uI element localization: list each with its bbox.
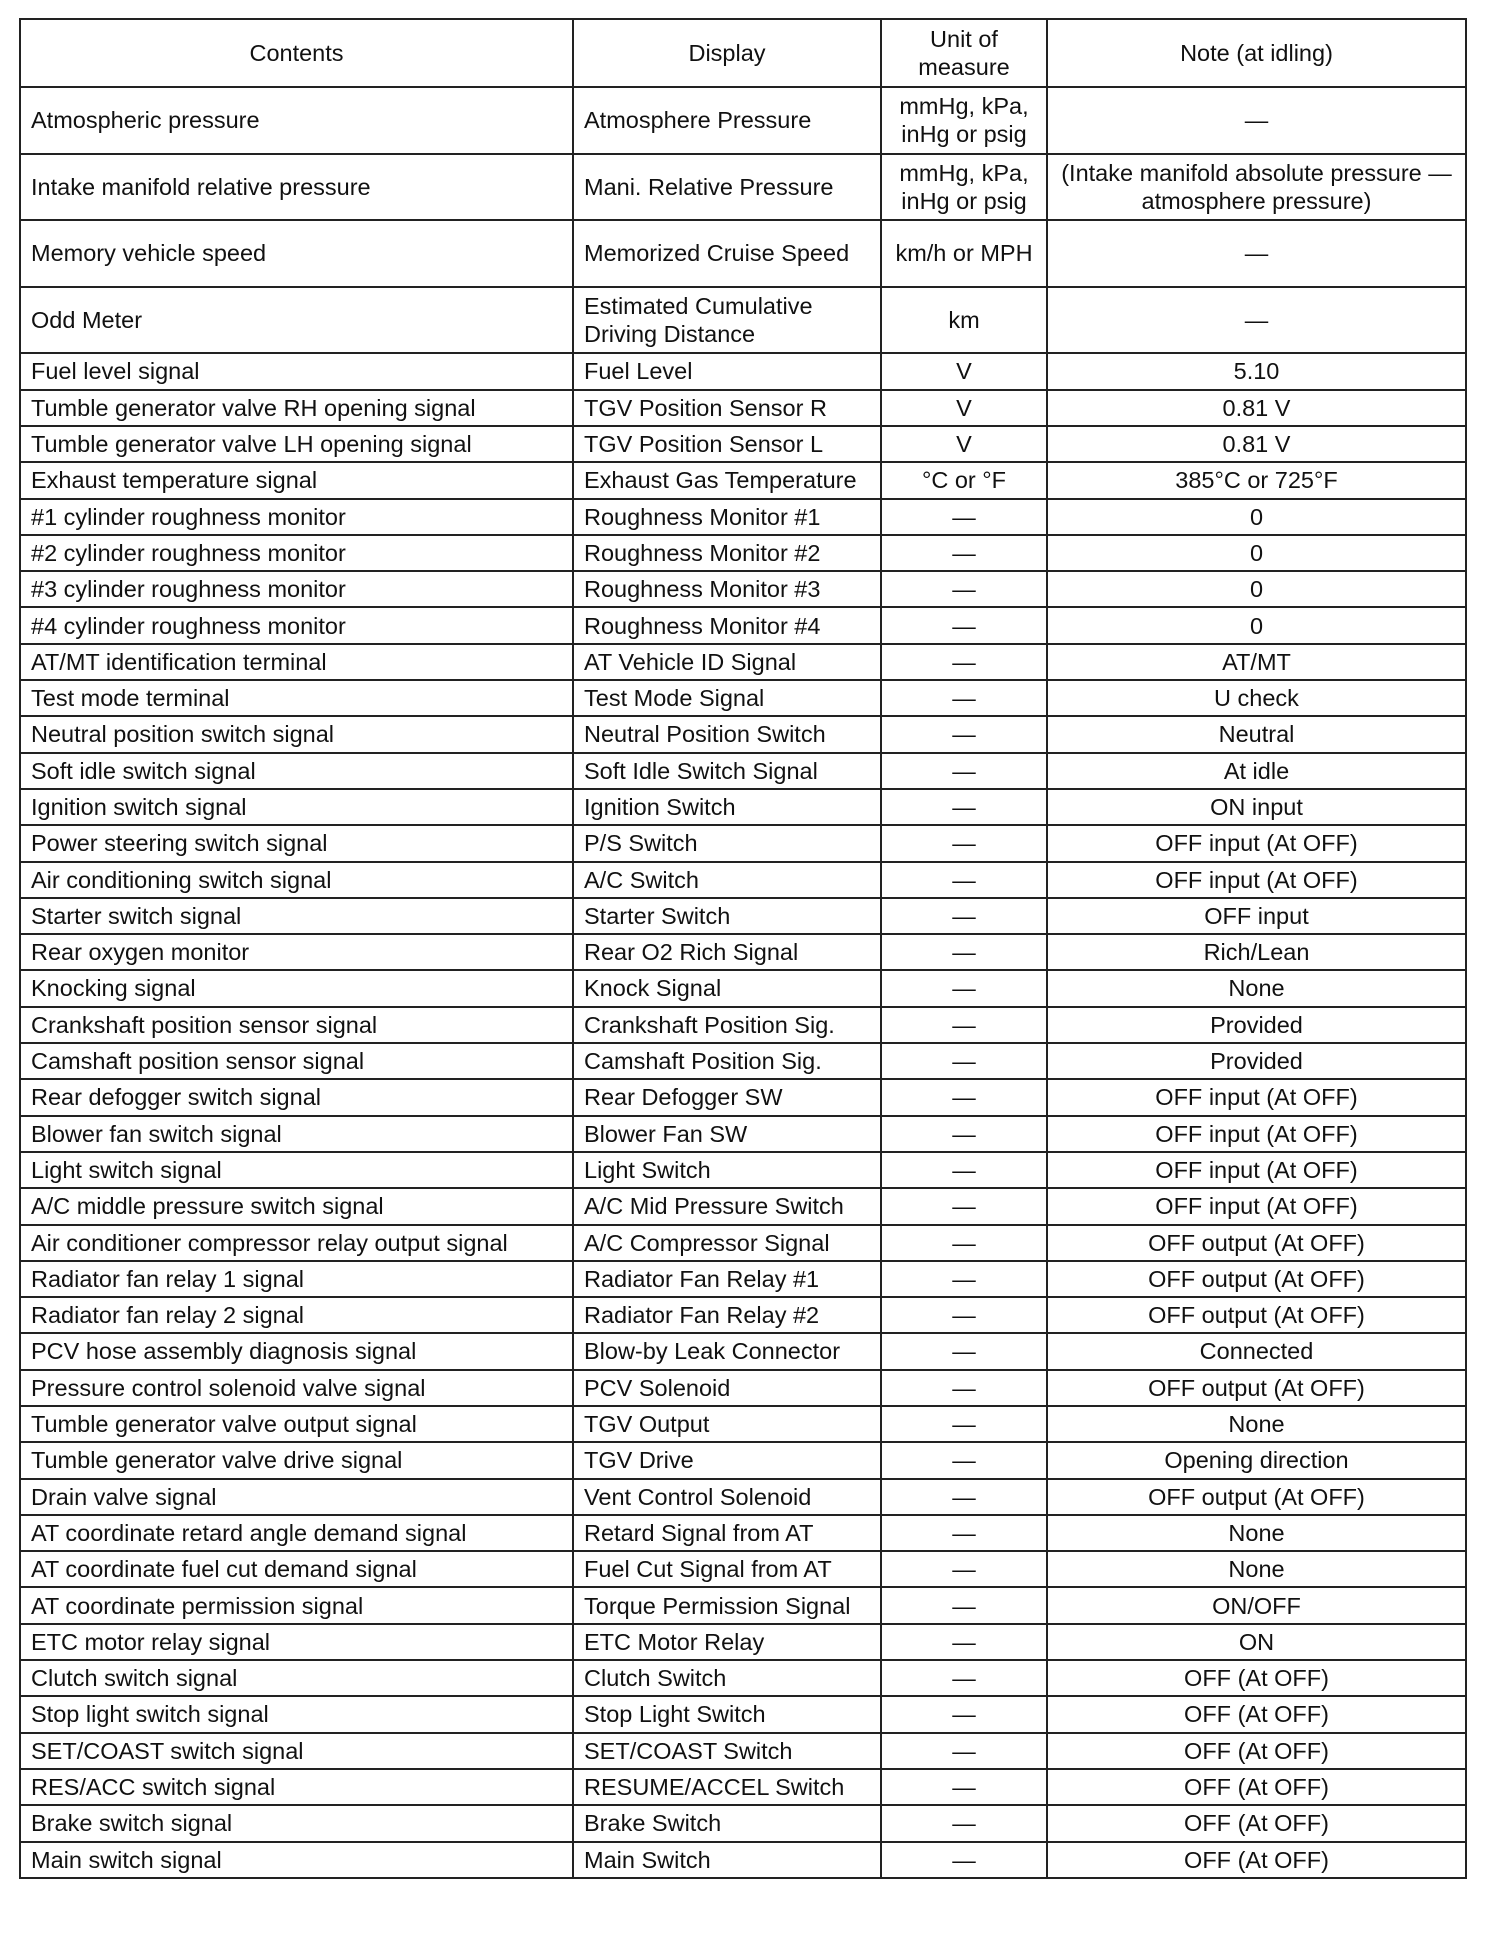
- cell-unit: —: [881, 1297, 1047, 1333]
- table-row: [20, 1333, 1466, 1369]
- cell-display: Exhaust Gas Temperature: [573, 462, 881, 498]
- cell-unit: V: [881, 426, 1047, 462]
- header-note: Note (at idling): [1047, 19, 1466, 87]
- table-row: [20, 1624, 1466, 1660]
- cell-note: 0: [1047, 607, 1466, 643]
- cell-note: —: [1047, 87, 1466, 154]
- cell-unit: —: [881, 789, 1047, 825]
- cell-contents: Soft idle switch signal: [20, 753, 573, 789]
- cell-note: Provided: [1047, 1007, 1466, 1043]
- cell-display: P/S Switch: [573, 825, 881, 861]
- cell-display: Blower Fan SW: [573, 1116, 881, 1152]
- cell-contents: Light switch signal: [20, 1152, 573, 1188]
- table-row: [20, 1079, 1466, 1115]
- cell-display: Radiator Fan Relay #2: [573, 1297, 881, 1333]
- table-row: [20, 1587, 1466, 1623]
- cell-note: 0: [1047, 499, 1466, 535]
- cell-contents: RES/ACC switch signal: [20, 1769, 573, 1805]
- header-display: Display: [573, 19, 881, 87]
- table-row: [20, 535, 1466, 571]
- cell-unit: —: [881, 1842, 1047, 1878]
- table-row: [20, 1116, 1466, 1152]
- cell-unit: —: [881, 535, 1047, 571]
- cell-display: Light Switch: [573, 1152, 881, 1188]
- cell-contents: AT coordinate fuel cut demand signal: [20, 1551, 573, 1587]
- cell-unit: —: [881, 970, 1047, 1006]
- table-row: [20, 571, 1466, 607]
- cell-note: Connected: [1047, 1333, 1466, 1369]
- cell-unit: —: [881, 1406, 1047, 1442]
- cell-contents: Radiator fan relay 2 signal: [20, 1297, 573, 1333]
- cell-note: ON: [1047, 1624, 1466, 1660]
- cell-unit: mmHg, kPa, inHg or psig: [881, 87, 1047, 154]
- cell-display: Roughness Monitor #1: [573, 499, 881, 535]
- table-row: [20, 87, 1466, 154]
- cell-contents: Ignition switch signal: [20, 789, 573, 825]
- table-body: [20, 87, 1466, 1878]
- cell-note: OFF input (At OFF): [1047, 1188, 1466, 1224]
- cell-unit: —: [881, 680, 1047, 716]
- cell-note: OFF output (At OFF): [1047, 1261, 1466, 1297]
- cell-note: OFF output (At OFF): [1047, 1370, 1466, 1406]
- cell-contents: Rear oxygen monitor: [20, 934, 573, 970]
- cell-note: U check: [1047, 680, 1466, 716]
- table-row: [20, 1297, 1466, 1333]
- cell-note: (Intake manifold absolute pressure — atmosphere pressure): [1047, 154, 1466, 221]
- cell-note: OFF output (At OFF): [1047, 1479, 1466, 1515]
- cell-unit: —: [881, 934, 1047, 970]
- table-row: [20, 1551, 1466, 1587]
- cell-note: AT/MT: [1047, 644, 1466, 680]
- cell-note: None: [1047, 1515, 1466, 1551]
- cell-note: At idle: [1047, 753, 1466, 789]
- table-row: [20, 1442, 1466, 1478]
- cell-display: Fuel Level: [573, 353, 881, 389]
- table-row: [20, 1805, 1466, 1841]
- cell-note: OFF (At OFF): [1047, 1660, 1466, 1696]
- cell-note: OFF input: [1047, 898, 1466, 934]
- cell-contents: #2 cylinder roughness monitor: [20, 535, 573, 571]
- cell-unit: —: [881, 1660, 1047, 1696]
- cell-unit: —: [881, 499, 1047, 535]
- cell-unit: —: [881, 571, 1047, 607]
- cell-unit: —: [881, 1551, 1047, 1587]
- cell-display: AT Vehicle ID Signal: [573, 644, 881, 680]
- cell-contents: SET/COAST switch signal: [20, 1733, 573, 1769]
- cell-display: Rear O2 Rich Signal: [573, 934, 881, 970]
- cell-unit: —: [881, 607, 1047, 643]
- table-row: [20, 1842, 1466, 1878]
- cell-contents: Neutral position switch signal: [20, 716, 573, 752]
- cell-contents: Camshaft position sensor signal: [20, 1043, 573, 1079]
- cell-display: Atmosphere Pressure: [573, 87, 881, 154]
- cell-unit: mmHg, kPa, inHg or psig: [881, 154, 1047, 221]
- table-row: [20, 499, 1466, 535]
- table-row: [20, 1660, 1466, 1696]
- table-row: [20, 154, 1466, 221]
- cell-note: 0.81 V: [1047, 390, 1466, 426]
- cell-unit: —: [881, 753, 1047, 789]
- table-row: [20, 607, 1466, 643]
- cell-contents: Drain valve signal: [20, 1479, 573, 1515]
- cell-contents: Brake switch signal: [20, 1805, 573, 1841]
- cell-display: Roughness Monitor #3: [573, 571, 881, 607]
- cell-display: Brake Switch: [573, 1805, 881, 1841]
- cell-unit: —: [881, 716, 1047, 752]
- table-row: [20, 898, 1466, 934]
- cell-contents: AT coordinate permission signal: [20, 1587, 573, 1623]
- cell-display: Neutral Position Switch: [573, 716, 881, 752]
- table-row: [20, 390, 1466, 426]
- cell-contents: #4 cylinder roughness monitor: [20, 607, 573, 643]
- cell-display: ETC Motor Relay: [573, 1624, 881, 1660]
- cell-display: Roughness Monitor #2: [573, 535, 881, 571]
- cell-display: A/C Mid Pressure Switch: [573, 1188, 881, 1224]
- cell-unit: V: [881, 390, 1047, 426]
- cell-contents: Tumble generator valve drive signal: [20, 1442, 573, 1478]
- cell-contents: Radiator fan relay 1 signal: [20, 1261, 573, 1297]
- table-row: [20, 934, 1466, 970]
- cell-display: Blow-by Leak Connector: [573, 1333, 881, 1369]
- cell-display: Clutch Switch: [573, 1660, 881, 1696]
- cell-unit: —: [881, 1479, 1047, 1515]
- cell-display: TGV Output: [573, 1406, 881, 1442]
- table-row: [20, 1261, 1466, 1297]
- cell-unit: —: [881, 644, 1047, 680]
- cell-unit: —: [881, 1225, 1047, 1261]
- table-row: [20, 1007, 1466, 1043]
- cell-note: OFF input (At OFF): [1047, 1152, 1466, 1188]
- cell-note: 0: [1047, 571, 1466, 607]
- cell-contents: Rear defogger switch signal: [20, 1079, 573, 1115]
- cell-note: 385°C or 725°F: [1047, 462, 1466, 498]
- cell-note: OFF output (At OFF): [1047, 1225, 1466, 1261]
- cell-note: OFF (At OFF): [1047, 1769, 1466, 1805]
- cell-unit: V: [881, 353, 1047, 389]
- cell-note: ON input: [1047, 789, 1466, 825]
- cell-unit: —: [881, 862, 1047, 898]
- cell-contents: Exhaust temperature signal: [20, 462, 573, 498]
- cell-contents: Stop light switch signal: [20, 1696, 573, 1732]
- table-row: [20, 1406, 1466, 1442]
- cell-contents: #3 cylinder roughness monitor: [20, 571, 573, 607]
- cell-unit: —: [881, 1442, 1047, 1478]
- table-row: [20, 1152, 1466, 1188]
- table-row: [20, 644, 1466, 680]
- header-contents: Contents: [20, 19, 573, 87]
- cell-display: A/C Switch: [573, 862, 881, 898]
- cell-unit: —: [881, 1515, 1047, 1551]
- cell-unit: —: [881, 1188, 1047, 1224]
- table-row: [20, 1225, 1466, 1261]
- cell-contents: Intake manifold relative pressure: [20, 154, 573, 221]
- cell-note: None: [1047, 970, 1466, 1006]
- cell-display: Knock Signal: [573, 970, 881, 1006]
- table-row: [20, 789, 1466, 825]
- cell-unit: —: [881, 1769, 1047, 1805]
- cell-unit: —: [881, 1079, 1047, 1115]
- cell-note: None: [1047, 1551, 1466, 1587]
- cell-unit: —: [881, 898, 1047, 934]
- cell-note: OFF input (At OFF): [1047, 825, 1466, 861]
- cell-contents: Test mode terminal: [20, 680, 573, 716]
- cell-note: OFF (At OFF): [1047, 1733, 1466, 1769]
- cell-display: TGV Position Sensor R: [573, 390, 881, 426]
- table-row: [20, 753, 1466, 789]
- cell-note: 0: [1047, 535, 1466, 571]
- cell-note: OFF output (At OFF): [1047, 1297, 1466, 1333]
- cell-note: 5.10: [1047, 353, 1466, 389]
- cell-display: Test Mode Signal: [573, 680, 881, 716]
- cell-note: OFF (At OFF): [1047, 1842, 1466, 1878]
- cell-unit: °C or °F: [881, 462, 1047, 498]
- cell-contents: AT/MT identification terminal: [20, 644, 573, 680]
- table-row: [20, 1696, 1466, 1732]
- cell-display: Camshaft Position Sig.: [573, 1043, 881, 1079]
- cell-contents: Pressure control solenoid valve signal: [20, 1370, 573, 1406]
- cell-contents: Odd Meter: [20, 287, 573, 354]
- cell-display: Roughness Monitor #4: [573, 607, 881, 643]
- cell-display: Ignition Switch: [573, 789, 881, 825]
- cell-contents: Air conditioner compressor relay output signal: [20, 1225, 573, 1261]
- table-row: [20, 862, 1466, 898]
- cell-display: Torque Permission Signal: [573, 1587, 881, 1623]
- cell-unit: —: [881, 1261, 1047, 1297]
- cell-display: SET/COAST Switch: [573, 1733, 881, 1769]
- cell-unit: km: [881, 287, 1047, 354]
- cell-note: None: [1047, 1406, 1466, 1442]
- cell-display: Soft Idle Switch Signal: [573, 753, 881, 789]
- table-row: [20, 1769, 1466, 1805]
- cell-note: OFF input (At OFF): [1047, 1116, 1466, 1152]
- cell-display: Vent Control Solenoid: [573, 1479, 881, 1515]
- cell-note: OFF input (At OFF): [1047, 862, 1466, 898]
- cell-display: Starter Switch: [573, 898, 881, 934]
- header-row: [20, 19, 1466, 87]
- cell-contents: Tumble generator valve LH opening signal: [20, 426, 573, 462]
- parameter-table: [19, 18, 1467, 1879]
- cell-contents: Clutch switch signal: [20, 1660, 573, 1696]
- cell-display: TGV Position Sensor L: [573, 426, 881, 462]
- cell-display: TGV Drive: [573, 1442, 881, 1478]
- table-row: [20, 970, 1466, 1006]
- cell-display: Estimated Cumulative Driving Distance: [573, 287, 881, 354]
- cell-display: Fuel Cut Signal from AT: [573, 1551, 881, 1587]
- cell-note: Opening direction: [1047, 1442, 1466, 1478]
- table-row: [20, 1188, 1466, 1224]
- cell-display: Main Switch: [573, 1842, 881, 1878]
- cell-note: OFF input (At OFF): [1047, 1079, 1466, 1115]
- cell-display: Retard Signal from AT: [573, 1515, 881, 1551]
- cell-contents: AT coordinate retard angle demand signal: [20, 1515, 573, 1551]
- cell-note: Provided: [1047, 1043, 1466, 1079]
- cell-unit: —: [881, 1007, 1047, 1043]
- cell-display: Memorized Cruise Speed: [573, 220, 881, 287]
- cell-note: OFF (At OFF): [1047, 1696, 1466, 1732]
- cell-display: A/C Compressor Signal: [573, 1225, 881, 1261]
- cell-display: RESUME/ACCEL Switch: [573, 1769, 881, 1805]
- cell-note: —: [1047, 287, 1466, 354]
- cell-contents: Crankshaft position sensor signal: [20, 1007, 573, 1043]
- table-row: [20, 1515, 1466, 1551]
- table-row: [20, 353, 1466, 389]
- table-row: [20, 462, 1466, 498]
- cell-note: Rich/Lean: [1047, 934, 1466, 970]
- table-row: [20, 220, 1466, 287]
- cell-unit: —: [881, 825, 1047, 861]
- table-row: [20, 825, 1466, 861]
- cell-note: ON/OFF: [1047, 1587, 1466, 1623]
- header-unit: Unit of measure: [881, 19, 1047, 87]
- cell-unit: —: [881, 1152, 1047, 1188]
- cell-unit: —: [881, 1587, 1047, 1623]
- cell-contents: Tumble generator valve output signal: [20, 1406, 573, 1442]
- cell-note: Neutral: [1047, 716, 1466, 752]
- cell-unit: —: [881, 1116, 1047, 1152]
- cell-unit: —: [881, 1043, 1047, 1079]
- cell-contents: Main switch signal: [20, 1842, 573, 1878]
- cell-contents: #1 cylinder roughness monitor: [20, 499, 573, 535]
- cell-contents: A/C middle pressure switch signal: [20, 1188, 573, 1224]
- cell-display: Crankshaft Position Sig.: [573, 1007, 881, 1043]
- table-row: [20, 426, 1466, 462]
- table-row: [20, 287, 1466, 354]
- cell-contents: Tumble generator valve RH opening signal: [20, 390, 573, 426]
- cell-display: Stop Light Switch: [573, 1696, 881, 1732]
- cell-note: —: [1047, 220, 1466, 287]
- cell-note: 0.81 V: [1047, 426, 1466, 462]
- table-row: [20, 680, 1466, 716]
- cell-contents: Atmospheric pressure: [20, 87, 573, 154]
- cell-contents: Air conditioning switch signal: [20, 862, 573, 898]
- cell-contents: Memory vehicle speed: [20, 220, 573, 287]
- cell-unit: —: [881, 1696, 1047, 1732]
- cell-display: Rear Defogger SW: [573, 1079, 881, 1115]
- cell-contents: Knocking signal: [20, 970, 573, 1006]
- cell-display: PCV Solenoid: [573, 1370, 881, 1406]
- cell-unit: —: [881, 1624, 1047, 1660]
- table-row: [20, 1479, 1466, 1515]
- cell-unit: —: [881, 1333, 1047, 1369]
- cell-note: OFF (At OFF): [1047, 1805, 1466, 1841]
- cell-contents: ETC motor relay signal: [20, 1624, 573, 1660]
- cell-contents: Power steering switch signal: [20, 825, 573, 861]
- table-row: [20, 1043, 1466, 1079]
- table-row: [20, 1370, 1466, 1406]
- cell-contents: Starter switch signal: [20, 898, 573, 934]
- cell-unit: —: [881, 1733, 1047, 1769]
- cell-unit: km/h or MPH: [881, 220, 1047, 287]
- cell-display: Mani. Relative Pressure: [573, 154, 881, 221]
- cell-display: Radiator Fan Relay #1: [573, 1261, 881, 1297]
- cell-unit: —: [881, 1805, 1047, 1841]
- cell-contents: Blower fan switch signal: [20, 1116, 573, 1152]
- cell-contents: Fuel level signal: [20, 353, 573, 389]
- table-row: [20, 1733, 1466, 1769]
- table-row: [20, 716, 1466, 752]
- cell-contents: PCV hose assembly diagnosis signal: [20, 1333, 573, 1369]
- cell-unit: —: [881, 1370, 1047, 1406]
